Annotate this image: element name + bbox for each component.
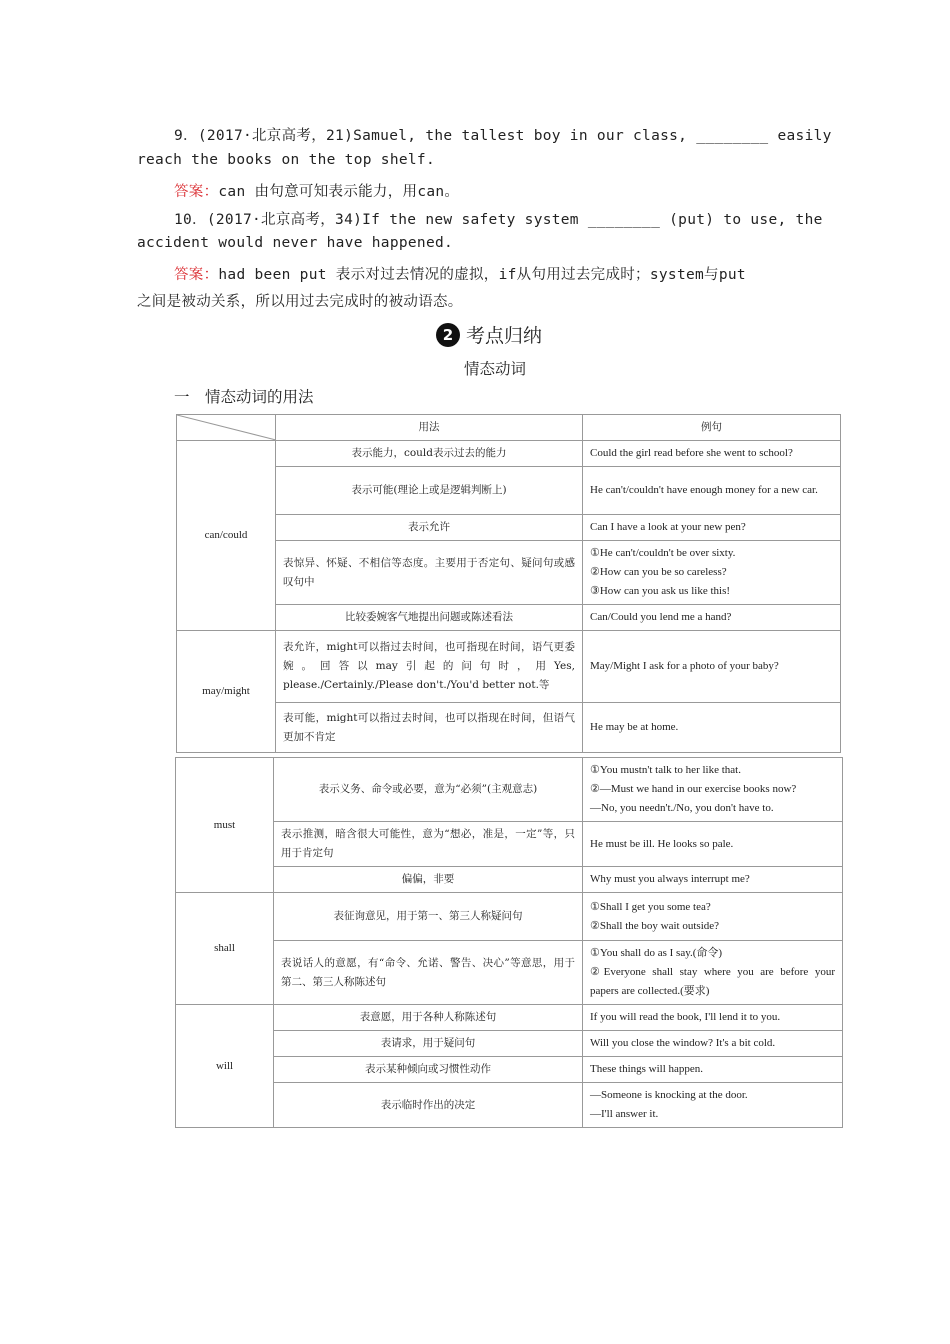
modal-label-may-might: may/might: [177, 631, 276, 753]
usage-cell: 表示推测，暗含很大可能性，意为“想必，准是，一定”等，只用于肯定句: [274, 822, 583, 867]
q9-line2: reach the books on the top shelf.: [137, 152, 435, 168]
modal-label-shall: shall: [176, 893, 274, 1005]
example-cell: [583, 758, 843, 822]
example-line: ①You mustn't talk to her like that.: [590, 764, 741, 776]
example-line: —I'll answer it.: [590, 1108, 659, 1120]
answer-text: can 由句意可知表示能力，用can。: [218, 184, 460, 200]
header-example: 例句: [583, 415, 841, 441]
example-cell: [583, 541, 841, 605]
usage-cell: 表意愿，用于各种人称陈述句: [274, 1005, 583, 1031]
section-badge: [436, 321, 542, 348]
example-line: —No, you needn't./No, you don't have to.: [590, 802, 774, 814]
example-cell: [583, 941, 843, 1005]
example-line: ②Everyone shall stay where you are before your papers are collected.(要求): [590, 966, 835, 997]
modal-label-can-could: can/could: [177, 441, 276, 631]
section-heading: 一 情态动词的用法: [174, 388, 314, 406]
header-usage: 用法: [276, 415, 583, 441]
usage-cell: 表示某种倾向或习惯性动作: [274, 1057, 583, 1083]
example-line: ③How can you ask us like this!: [590, 585, 731, 597]
diagonal-line: [177, 415, 276, 440]
example-line: ①You shall do as I say.(命令): [590, 947, 723, 959]
answer-label: 答案：: [174, 184, 219, 200]
section-title: 考点归纳: [466, 325, 543, 347]
q10-answer-line2: 之间是被动关系，所以用过去完成时的被动语态。: [137, 294, 463, 310]
example-line: ②—Must we hand in our exercise books now?: [590, 783, 797, 795]
answer-text: had been put 表示对过去情况的虚拟，if从句用过去完成时；system与put: [218, 267, 746, 283]
example-line: —Someone is knocking at the door.: [590, 1089, 748, 1101]
usage-cell: 表请求，用于疑问句: [274, 1031, 583, 1057]
example-cell: Will you close the window? It's a bit cold.: [583, 1031, 843, 1057]
usage-cell: 表惊异、怀疑、不相信等态度。主要用于否定句、疑问句或感叹句中: [276, 541, 583, 605]
diagonal-header-cell: [177, 415, 276, 441]
example-cell: May/Might I ask for a photo of your baby?: [583, 631, 841, 703]
example-line: ②How can you be so careless?: [590, 566, 727, 578]
usage-cell: 表示可能(理论上或是逻辑判断上): [276, 467, 583, 515]
modal-usage-table-1: [176, 414, 841, 753]
q10-answer: [174, 263, 746, 284]
example-cell: He may be at home.: [583, 703, 841, 753]
example-cell: Can I have a look at your new pen?: [583, 515, 841, 541]
q9-line1: 9．(2017·北京高考，21)Samuel, the tallest boy in our class, ________ easily: [174, 128, 832, 144]
example-cell: These things will happen.: [583, 1057, 843, 1083]
example-line: ②Shall the boy wait outside?: [590, 919, 720, 932]
section-subtitle: 情态动词: [463, 360, 526, 378]
usage-cell: 表示能力，could表示过去的能力: [276, 441, 583, 467]
answer-label: 答案：: [174, 267, 219, 283]
q10-line1: 10．(2017·北京高考，34)If the new safety system ________ (put) to use, the: [174, 212, 823, 228]
usage-cell: 表说话人的意愿，有“命令、允诺、警告、决心”等意思，用于第二、第三人称陈述句: [274, 941, 583, 1005]
example-cell: If you will read the book, I'll lend it to you.: [583, 1005, 843, 1031]
example-cell: Could the girl read before she went to school?: [583, 441, 841, 467]
example-cell: [583, 893, 843, 941]
usage-cell: 表允许，might可以指过去时间，也可指现在时间，语气更委婉。回答以may引起的问句时，用Yes, please./Certainly./Please don't./You'd better not.等: [276, 631, 583, 703]
q9-answer: [174, 180, 459, 201]
q10-line2: accident would never have happened.: [137, 235, 454, 251]
example-line: ①Shall I get you some tea?: [590, 900, 711, 913]
usage-cell: 表示临时作出的决定: [274, 1083, 583, 1128]
usage-cell: 偏偏，非要: [274, 867, 583, 893]
example-cell: Why must you always interrupt me?: [583, 867, 843, 893]
modal-label-will: will: [176, 1005, 274, 1128]
modal-usage-table-2: [175, 757, 843, 1128]
section-number: 2: [436, 323, 460, 347]
usage-cell: 表征询意见，用于第一、第三人称疑问句: [274, 893, 583, 941]
usage-cell: 表可能，might可以指过去时间，也可以指现在时间，但语气更加不肯定: [276, 703, 583, 753]
example-cell: He can't/couldn't have enough money for a new car.: [583, 467, 841, 515]
example-cell: [583, 1083, 843, 1128]
modal-label-must: must: [176, 758, 274, 893]
example-line: ①He can't/couldn't be over sixty.: [590, 547, 736, 559]
usage-cell: 比较委婉客气地提出问题或陈述看法: [276, 605, 583, 631]
example-cell: He must be ill. He looks so pale.: [583, 822, 843, 867]
usage-cell: 表示允许: [276, 515, 583, 541]
example-cell: Can/Could you lend me a hand?: [583, 605, 841, 631]
usage-cell: 表示义务、命令或必要，意为“必须”(主观意志): [274, 758, 583, 822]
